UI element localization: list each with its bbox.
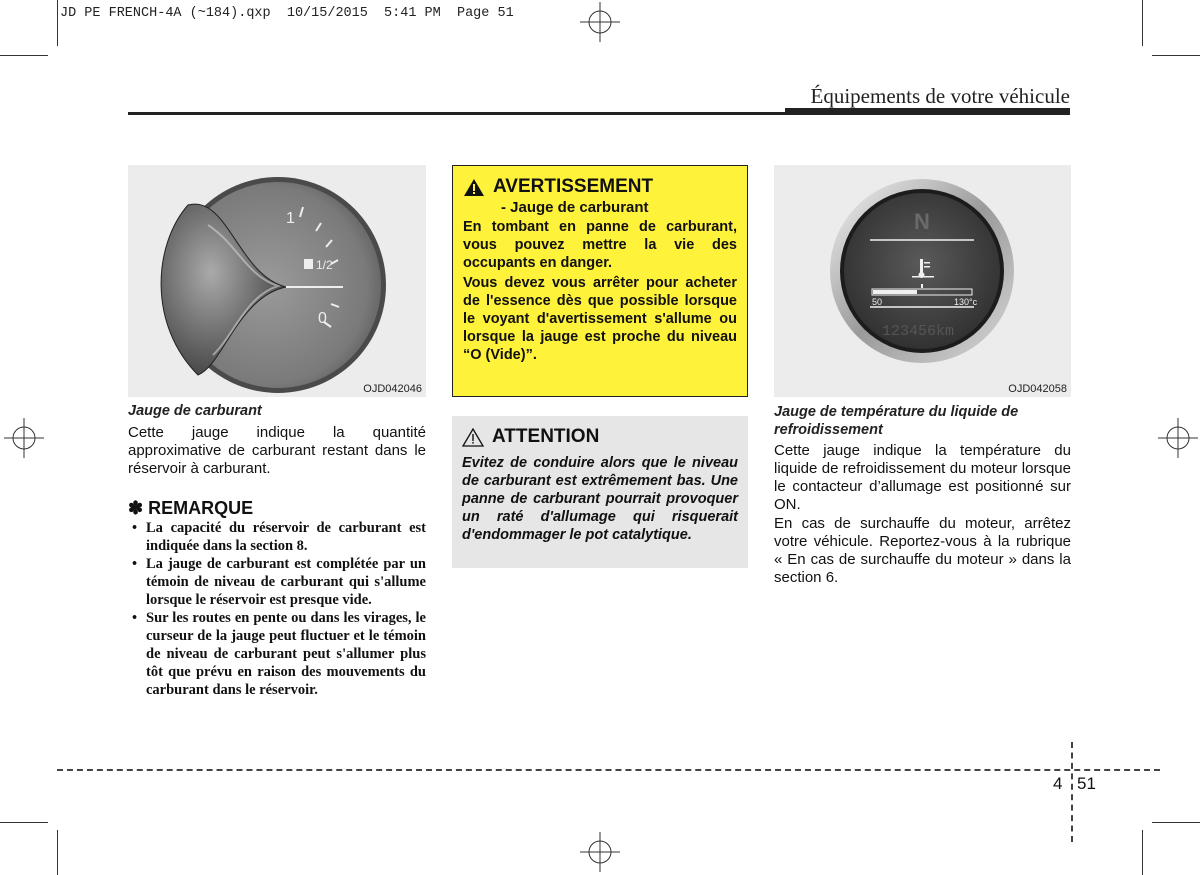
footer-divider [1071,742,1073,842]
registration-mark-icon [580,2,620,42]
temperature-gauge-icon [774,165,1071,397]
gauge-half-label: 1/2 [316,258,333,272]
registration-mark-icon [580,832,620,872]
gauge-min-label: 50 [872,297,883,307]
remarque-item: • Sur les routes en pente ou dans les virages, le curseur de la jauge peut fluctuer et le témoin de niveau de carburant peut s'allumer plus tôt que prévu en raison des mouvements du carburant dans le réservoir. [146,609,426,699]
warning-paragraph: Vous devez vous arrêter pour acheter de l'essence dès que possible lorsque le voyant d'avertissement s'allume ou lorsque la jauge est proche du niveau “O (Vide)”. [463,275,737,363]
print-slug: JD PE FRENCH-4A (~184).qxp 10/15/2015 5:41 PM Page 51 [60,6,514,21]
temperature-paragraph: En cas de surchauffe du moteur, arrêtez votre véhicule. Reportez-vous à la rubrique « En cas de surchauffe du moteur » dans la section 6. [774,515,1071,586]
fuel-gauge-caption: Jauge de carburant [128,403,262,419]
gauge-full-label: 1 [286,210,295,227]
remarque-item: • La jauge de carburant est complétée par un témoin de niveau de carburant qui s'allume lorsque le réservoir est presque vide. [146,555,426,609]
page-number: 51 [1077,774,1096,793]
warning-heading [463,176,737,198]
temperature-paragraph: Cette jauge indique la température du liquide de refroidissement du moteur lorsque le contacteur d’allumage est positionné sur ON. [774,442,1071,513]
gauge-empty-label: 0 [318,310,327,327]
fuel-pump-icon [304,259,313,269]
gauge-max-label: 130°c [954,297,978,307]
attention-box [452,416,748,568]
temperature-gauge-caption: Jauge de température du liquide de refroidissement [774,404,1019,438]
crop-mark [1152,55,1200,56]
warning-title: AVERTISSEMENT [493,176,654,197]
warning-box [452,165,748,397]
odometer-readout: 123456km [882,323,955,340]
figure-code: OJD042046 [363,383,422,395]
registration-mark-icon [1158,418,1198,458]
footer-rule [57,769,1160,771]
attention-heading [462,426,738,448]
registration-mark-icon [4,418,44,458]
attention-title: ATTENTION [492,426,600,447]
fuel-gauge-figure [128,165,426,397]
temperature-gauge-figure [774,165,1071,397]
section-number: 4 [1053,774,1063,793]
remarque-heading: ✽ REMARQUE [128,498,254,518]
crop-mark [0,55,48,56]
crop-mark [1142,830,1143,875]
caution-triangle-icon [462,428,484,447]
fuel-gauge-icon [128,165,426,397]
crop-mark [57,830,58,875]
svg-text:N: N [914,209,930,234]
warning-paragraph: En tombant en panne de carburant, vous pouvez mettre la vie des occupants en danger. [463,219,737,271]
remarque-item: • La capacité du réservoir de carburant est indiquée dans la section 8. [146,519,426,555]
crop-mark [0,822,48,823]
crop-mark [57,0,58,46]
warning-triangle-icon [463,178,485,197]
crop-mark [1152,822,1200,823]
attention-paragraph: Evitez de conduire alors que le niveau de carburant est extrêmement bas. Une panne de carburant pourrait provoquer un raté d'allumage qui risquerait d'endommager le pot catalytique. [462,455,738,543]
header-rule-accent [785,108,1070,114]
remarque-list [130,519,426,699]
figure-code: OJD042058 [1008,383,1067,395]
page-title: Équipements de votre véhicule [810,84,1070,108]
warning-subtitle: - Jauge de carburant [501,199,649,216]
fuel-gauge-paragraph: Cette jauge indique la quantité approximative de carburant restant dans le réservoir à carburant. [128,424,426,477]
crop-mark [1142,0,1143,46]
